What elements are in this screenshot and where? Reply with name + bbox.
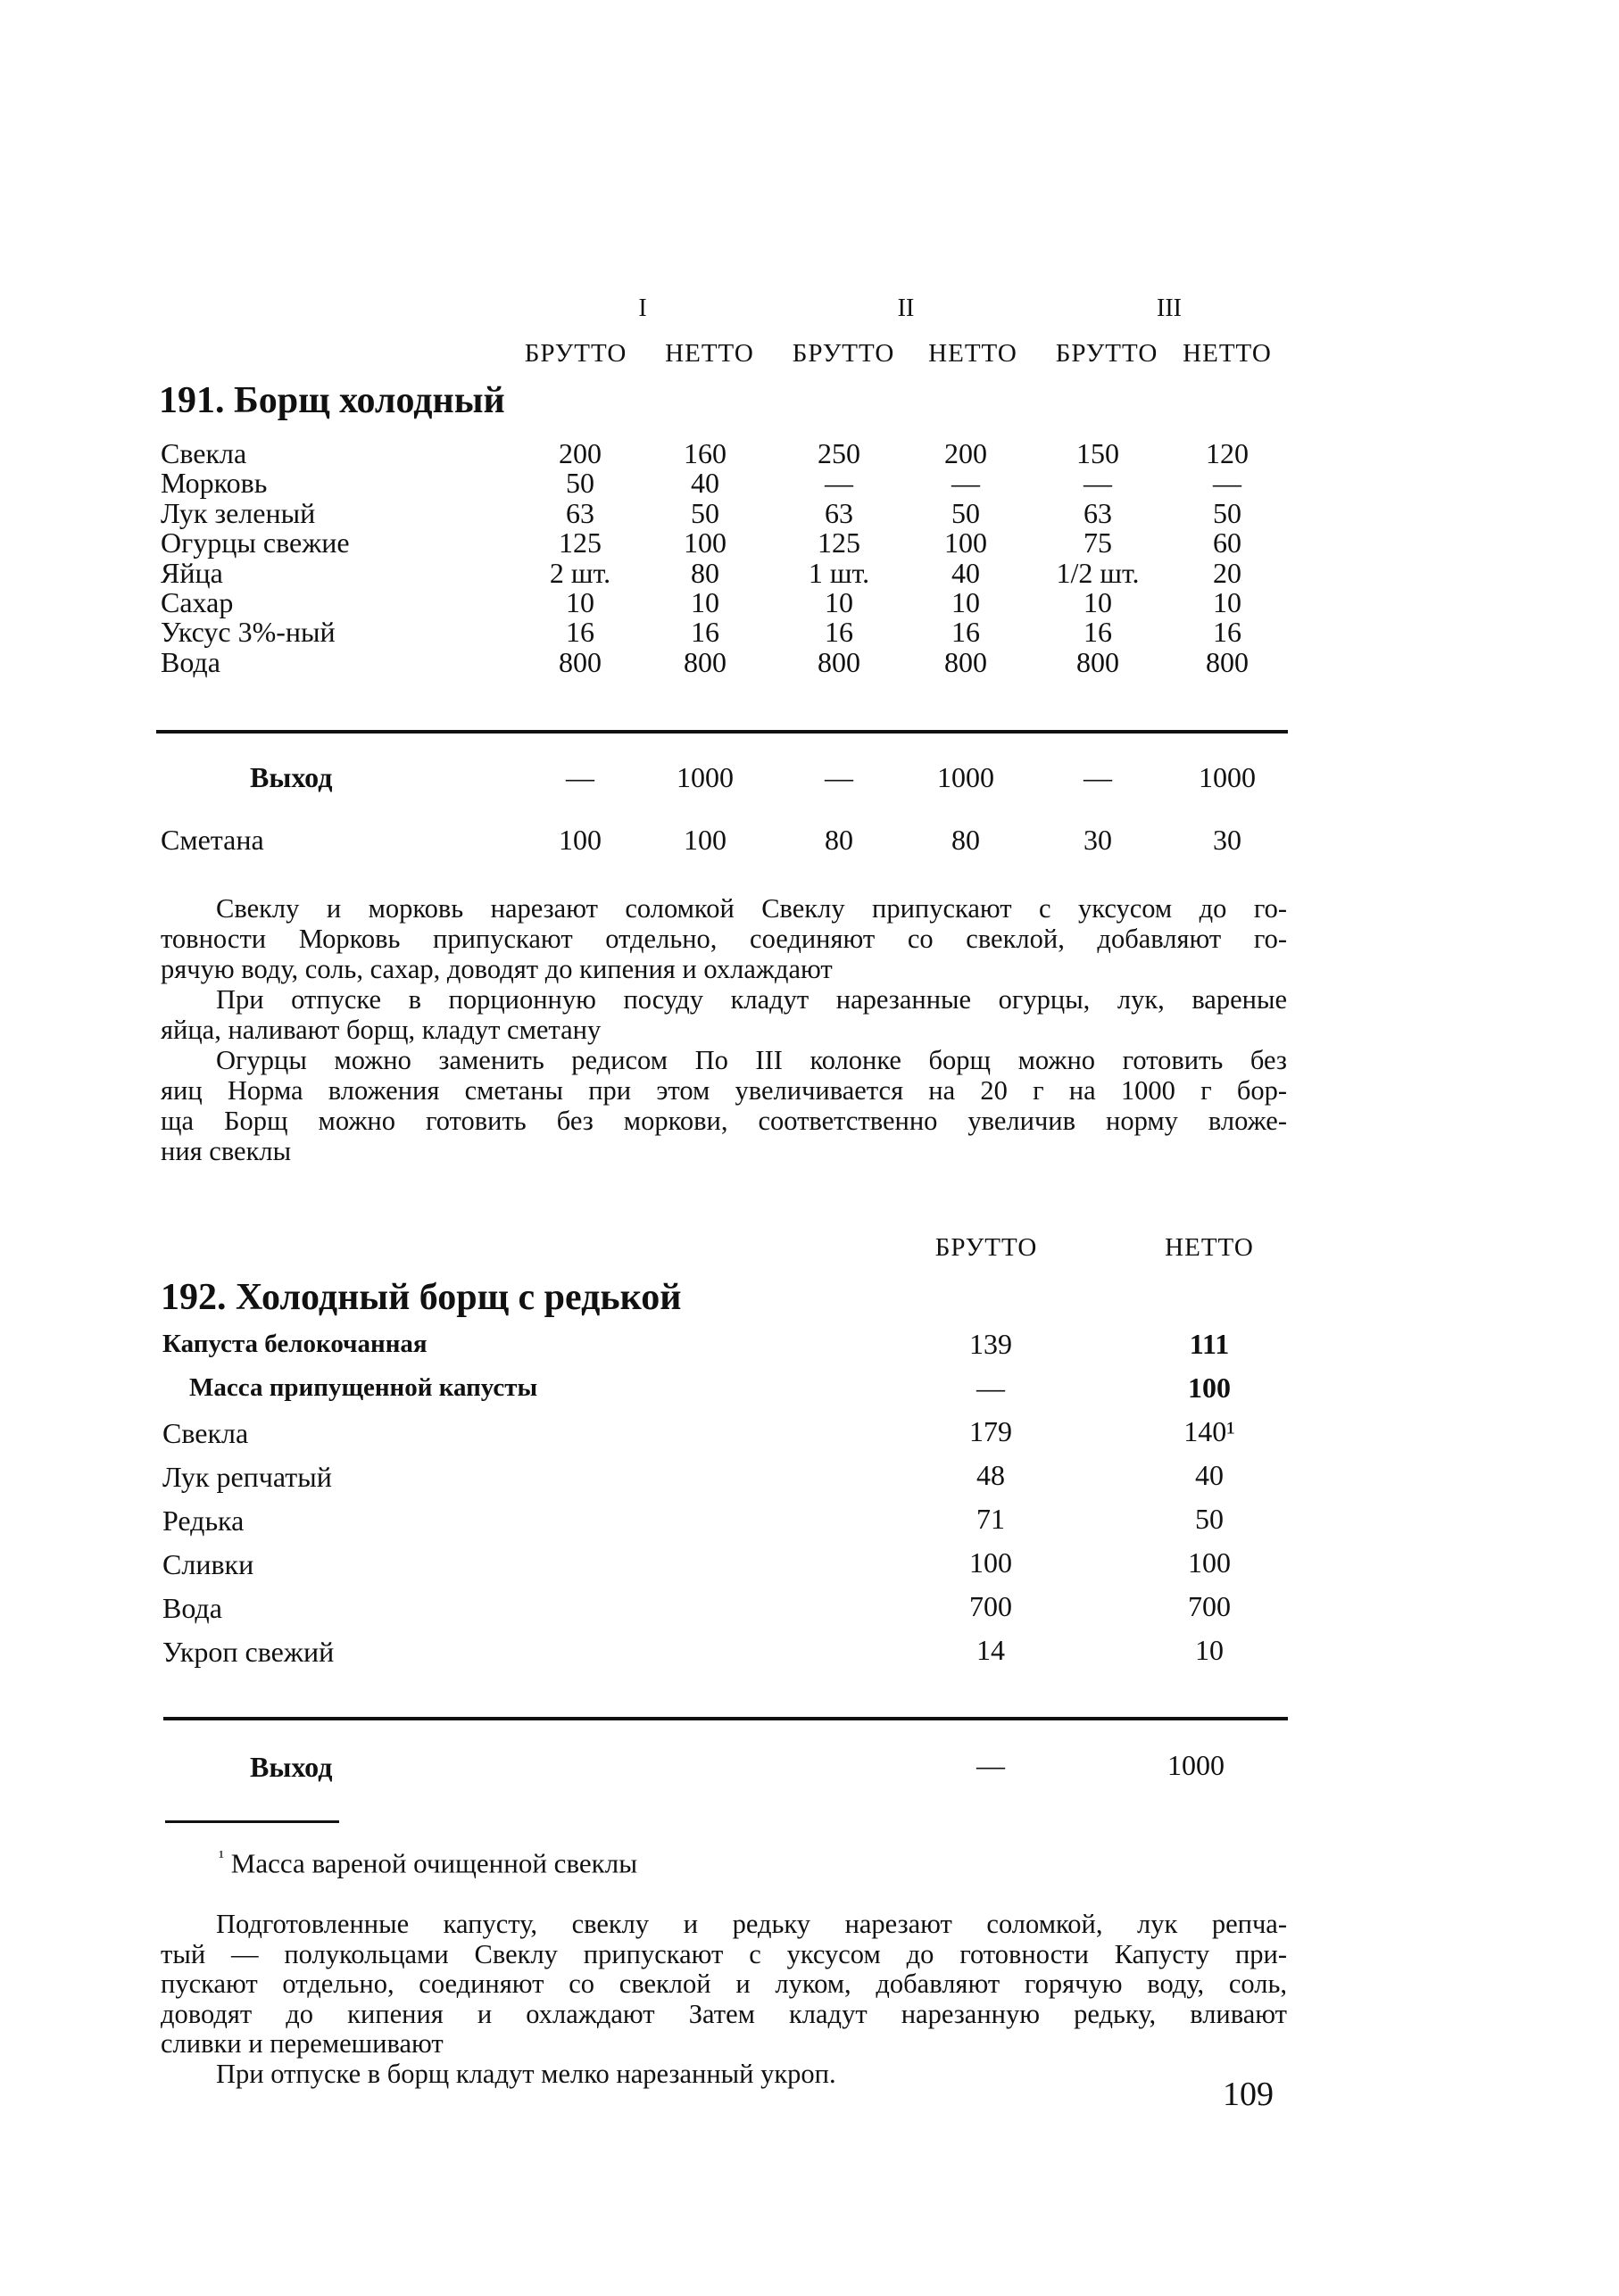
ingredient-value: 125: [818, 526, 860, 559]
ingredient-value: 800: [944, 645, 987, 678]
paragraph-line: тый — полукольцами Свеклу припускают с уксусом до готовности Капусту при-: [161, 1938, 1287, 1969]
ingredient-value: 50: [566, 467, 594, 500]
column-number-2: II: [897, 294, 915, 322]
paragraph-line: яиц Норма вложения сметаны при этом увеличивается на 20 г на 1000 г бор-: [161, 1075, 1287, 1106]
ingredient-name: Укроп свежий: [162, 1636, 335, 1668]
ingredient-value: 100: [684, 526, 726, 559]
paragraph-line: Свеклу и морковь нарезают соломкой Свеклу припускают с уксусом до го-: [216, 893, 1287, 924]
column-header: БРУТТО: [524, 339, 627, 368]
ingredient-value: 16: [951, 616, 980, 649]
ingredient-value: 48: [976, 1459, 1005, 1491]
ingredient-value: 50: [1195, 1503, 1224, 1535]
ingredient-value: 60: [1213, 526, 1241, 559]
ingredient-name: Свекла: [162, 1417, 249, 1449]
output-value: —: [566, 761, 594, 793]
ingredient-value: 179: [969, 1415, 1012, 1447]
paragraph-line: пускают отдельно, соединяют со свеклой и луком, добавляют горячую воду, соль,: [161, 1969, 1287, 1999]
sour-cream-value: 80: [825, 824, 853, 856]
ingredient-value: 63: [825, 496, 853, 529]
ingredient-value: 800: [684, 645, 726, 678]
ingredient-name: Свекла: [161, 437, 247, 469]
ingredient-value: 10: [1195, 1634, 1224, 1666]
column-header: БРУТТО: [934, 1233, 1038, 1262]
paragraph-line: доводят до кипения и охлаждают Затем кладут нарезанную редьку, вливают: [161, 1998, 1287, 2029]
ingredient-value: 16: [1083, 616, 1112, 649]
ingredient-value: 200: [944, 437, 987, 469]
ingredient-value: 2 шт.: [549, 556, 611, 589]
paragraph-line: Огурцы можно заменить редисом По III колонке борщ можно готовить без: [216, 1045, 1287, 1075]
ingredient-value: 140¹: [1183, 1415, 1235, 1447]
ingredient-value: —: [1083, 467, 1112, 500]
divider: [163, 1717, 1288, 1720]
footnote-mark: ¹: [219, 1847, 224, 1867]
ingredient-name: Масса припущенной капусты: [189, 1373, 538, 1402]
page-number: 109: [1223, 2076, 1274, 2113]
footnote-rule: [165, 1820, 339, 1823]
recipe-title: 192. Холодный борщ с редькой: [161, 1277, 682, 1318]
ingredient-value: 800: [818, 645, 860, 678]
paragraph-line: При отпуске в порционную посуду кладут нарезанные огурцы, лук, вареные: [216, 984, 1287, 1015]
paragraph-line: яйца, наливают борщ, кладут сметану: [161, 1015, 602, 1045]
ingredient-value: —: [1213, 467, 1241, 500]
output-value: 1000: [677, 761, 734, 793]
ingredient-value: 16: [825, 616, 853, 649]
column-header: БРУТТО: [792, 339, 895, 368]
ingredient-value: 10: [566, 586, 594, 618]
ingredient-name: Лук репчатый: [162, 1461, 332, 1493]
ingredient-value: 700: [969, 1590, 1012, 1622]
ingredient-name: Редька: [162, 1504, 245, 1537]
sour-cream-value: 80: [951, 824, 980, 856]
ingredient-value: 100: [1188, 1546, 1231, 1579]
ingredient-value: 10: [691, 586, 719, 618]
paragraph-line: При отпуске в борщ кладут мелко нарезанный укроп.: [216, 2058, 836, 2089]
ingredient-value: 700: [1188, 1590, 1231, 1622]
ingredient-value: 125: [559, 526, 602, 559]
paragraph-line: ния свеклы: [161, 1136, 292, 1166]
ingredient-value: 250: [818, 437, 860, 469]
ingredient-value: 10: [1213, 586, 1241, 618]
ingredient-value: 100: [944, 526, 987, 559]
ingredient-value: 63: [566, 496, 594, 529]
paragraph-line: ща Борщ можно готовить без моркови, соответственно увеличив норму вложе-: [161, 1106, 1287, 1136]
ingredient-value: 14: [976, 1634, 1005, 1666]
ingredient-name: Лук зеленый: [161, 496, 316, 529]
ingredient-value: 10: [951, 586, 980, 618]
ingredient-value: 80: [691, 556, 719, 589]
ingredient-value: 100: [969, 1546, 1012, 1579]
ingredient-value: 800: [559, 645, 602, 678]
footnote: [219, 1847, 637, 1879]
ingredient-value: 160: [684, 437, 726, 469]
ingredient-name: Морковь: [161, 467, 268, 500]
ingredient-name: Уксус 3%-ный: [161, 616, 336, 649]
ingredient-name: Сливки: [162, 1548, 254, 1580]
sour-cream-value: 100: [559, 824, 602, 856]
paragraph-line: Подготовленные капусту, свеклу и редьку нарезают соломкой, лук репча-: [216, 1909, 1287, 1939]
column-header: НЕТТО: [665, 339, 754, 368]
ingredient-value: 16: [691, 616, 719, 649]
paragraph-line: рячую воду, соль, сахар, доводят до кипения и охлаждают: [161, 954, 833, 984]
ingredient-value: 20: [1213, 556, 1241, 589]
ingredient-value: 10: [825, 586, 853, 618]
ingredient-value: —: [825, 467, 853, 500]
column-number-3: III: [1157, 294, 1182, 322]
ingredient-value: 50: [951, 496, 980, 529]
paragraph-line: товности Морковь припускают отдельно, соединяют со свеклой, добавляют го-: [161, 924, 1287, 954]
column-header: БРУТТО: [1055, 339, 1158, 368]
ingredient-value: —: [951, 467, 980, 500]
ingredient-value: 200: [559, 437, 602, 469]
ingredient-value: 40: [691, 467, 719, 500]
ingredient-value: 1/2 шт.: [1056, 556, 1140, 589]
output-label: Выход: [250, 761, 333, 793]
ingredient-name: Огурцы свежие: [161, 526, 350, 559]
output-value: —: [1083, 761, 1112, 793]
output-value: 1000: [1167, 1749, 1225, 1781]
ingredient-value: 16: [566, 616, 594, 649]
ingredient-name: Вода: [162, 1592, 222, 1624]
ingredient-value: 100: [1188, 1372, 1231, 1404]
ingredient-value: 50: [691, 496, 719, 529]
ingredient-value: 150: [1076, 437, 1119, 469]
ingredient-value: 50: [1213, 496, 1241, 529]
output-value: —: [825, 761, 853, 793]
ingredient-value: 800: [1206, 645, 1249, 678]
ingredient-name: Вода: [161, 645, 220, 678]
divider: [156, 730, 1288, 734]
ingredient-value: 16: [1213, 616, 1241, 649]
sour-cream-value: 30: [1083, 824, 1112, 856]
recipe-title: 191. Борщ холодный: [159, 380, 505, 421]
ingredient-value: 63: [1083, 496, 1112, 529]
ingredient-value: 120: [1206, 437, 1249, 469]
ingredient-value: 40: [951, 556, 980, 589]
ingredient-value: 71: [976, 1503, 1005, 1535]
ingredient-value: —: [976, 1372, 1005, 1404]
paragraph-line: сливки и перемешивают: [161, 2028, 444, 2059]
sour-cream-value: 100: [684, 824, 726, 856]
ingredient-name: Капуста белокочанная: [162, 1330, 428, 1358]
ingredient-value: 10: [1083, 586, 1112, 618]
ingredient-value: 800: [1076, 645, 1119, 678]
sour-cream-value: 30: [1213, 824, 1241, 856]
ingredient-name: Сахар: [161, 586, 234, 618]
ingredient-value: 139: [969, 1328, 1012, 1360]
output-value: 1000: [1199, 761, 1256, 793]
ingredient-value: 1 шт.: [808, 556, 870, 589]
ingredient-value: 75: [1083, 526, 1112, 559]
column-header: НЕТТО: [928, 339, 1017, 368]
output-value: 1000: [937, 761, 994, 793]
sour-cream-label: Сметана: [161, 824, 264, 856]
column-header: НЕТТО: [1183, 339, 1272, 368]
footnote-text: Масса вареной очищенной свеклы: [230, 1847, 638, 1879]
ingredient-value: 111: [1189, 1328, 1230, 1360]
output-value: —: [976, 1749, 1005, 1781]
ingredient-value: 40: [1195, 1459, 1224, 1491]
column-number-1: I: [638, 294, 647, 322]
ingredient-name: Яйца: [161, 556, 223, 589]
output-label: Выход: [250, 1751, 333, 1783]
column-header: НЕТТО: [1165, 1233, 1254, 1262]
